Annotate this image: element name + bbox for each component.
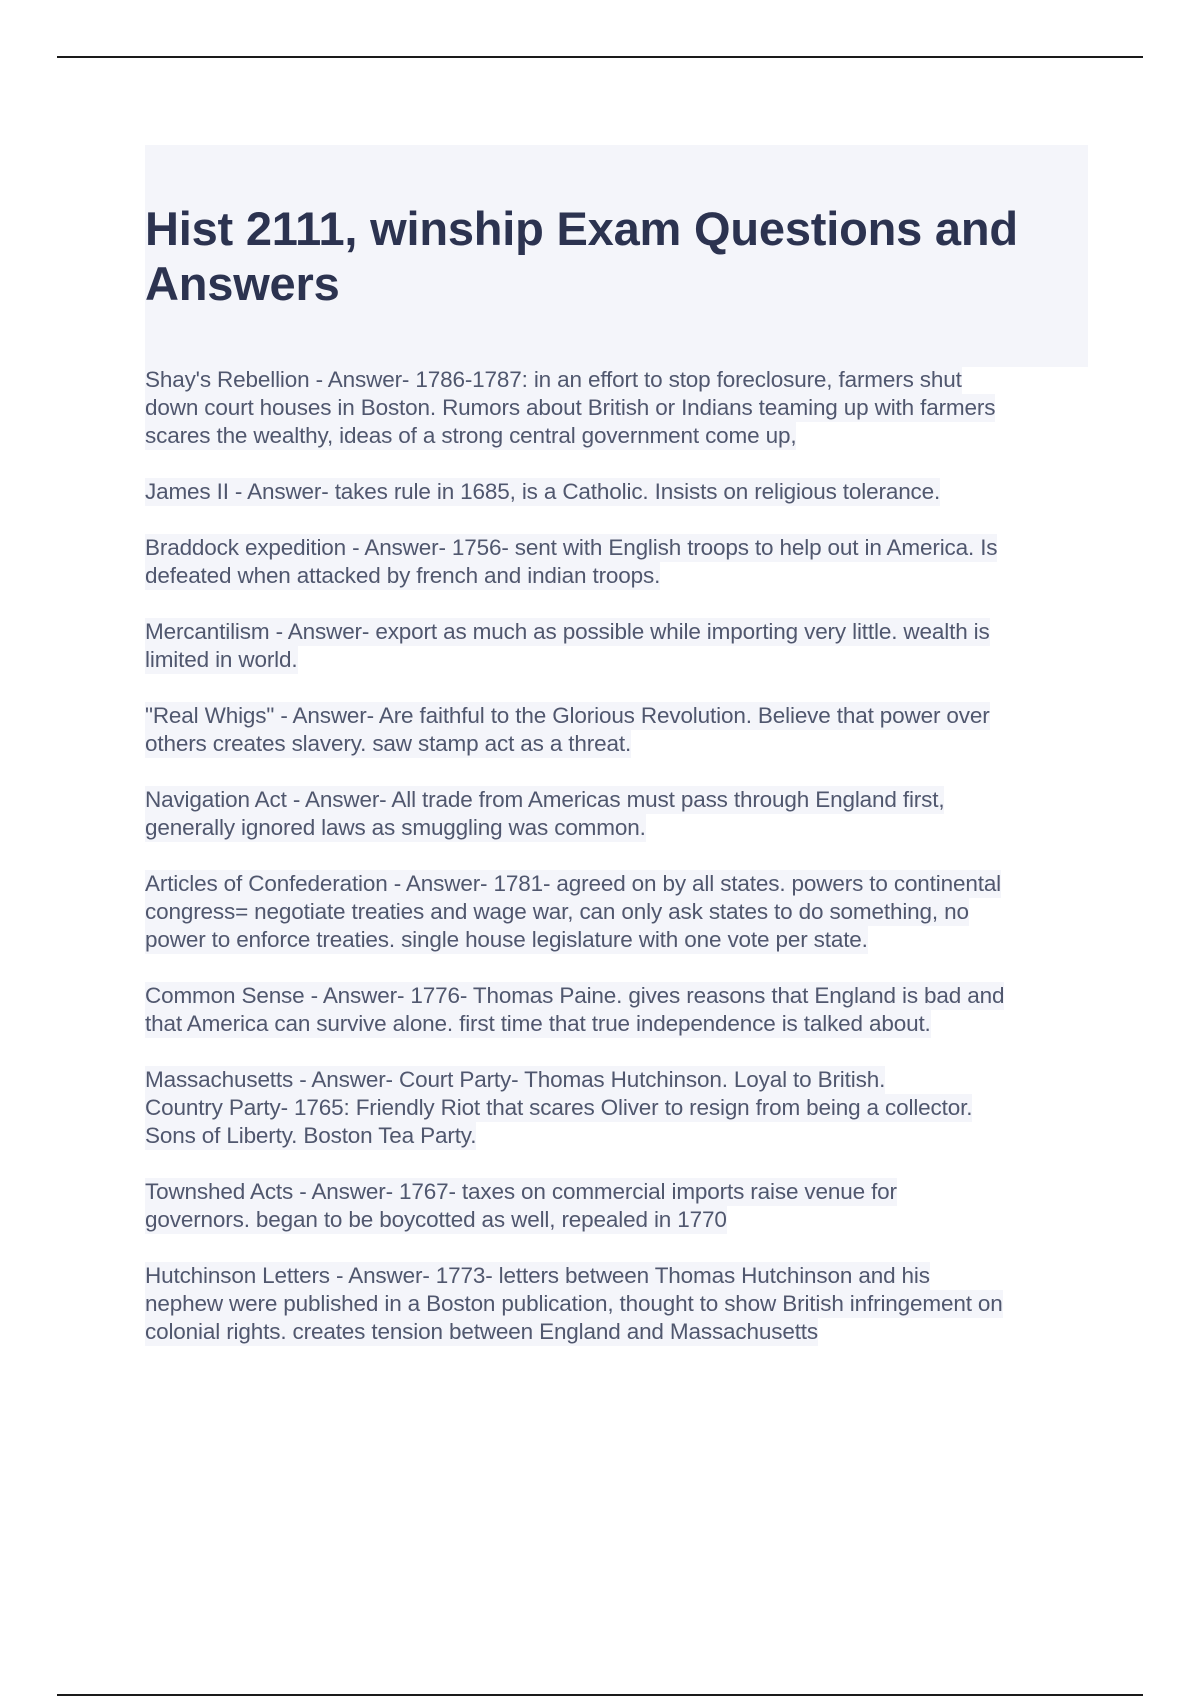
qa-entry xyxy=(145,1178,1090,1234)
qa-entry-line: nephew were published in a Boston publication, thought to show British infringement on xyxy=(145,1291,1003,1316)
top-rule xyxy=(57,56,1143,58)
qa-entry-line: generally ignored laws as smuggling was common. xyxy=(145,815,646,840)
bottom-rule xyxy=(57,1694,1143,1696)
qa-entry-line: "Real Whigs" - Answer- Are faithful to the Glorious Revolution. Believe that power over xyxy=(145,703,990,728)
qa-entry-line: colonial rights. creates tension between England and Massachusetts xyxy=(145,1319,819,1344)
qa-entry xyxy=(145,982,1090,1038)
qa-entry-line: James II - Answer- takes rule in 1685, is a Catholic. Insists on religious tolerance. xyxy=(145,479,941,504)
qa-entry-line: power to enforce treaties. single house legislature with one vote per state. xyxy=(145,927,868,952)
qa-entry-line: Hutchinson Letters - Answer- 1773- letters between Thomas Hutchinson and his xyxy=(145,1263,930,1288)
qa-entry-line: Massachusetts - Answer- Court Party- Thomas Hutchinson. Loyal to British. xyxy=(145,1067,886,1092)
document-title-line: Answers xyxy=(145,257,340,310)
qa-entry xyxy=(145,1066,1090,1150)
qa-entry-line: down court houses in Boston. Rumors about British or Indians teaming up with farmers xyxy=(145,395,996,420)
qa-entry-line: others creates slavery. saw stamp act as a threat. xyxy=(145,731,632,756)
qa-entry-line: governors. began to be boycotted as well, repealed in 1770 xyxy=(145,1207,727,1232)
qa-entry xyxy=(145,618,1090,674)
qa-entry-line: defeated when attacked by french and indian troops. xyxy=(145,563,661,588)
qa-entry-line: that America can survive alone. first time that true independence is talked about. xyxy=(145,1011,931,1036)
qa-entry-line: Navigation Act - Answer- All trade from Americas must pass through England first, xyxy=(145,787,945,812)
qa-entry-line: Articles of Confederation - Answer- 1781- agreed on by all states. powers to continental xyxy=(145,871,1002,896)
document-title xyxy=(145,201,1088,311)
qa-entry xyxy=(145,478,1090,506)
qa-entry xyxy=(145,534,1090,590)
document-title-line: Hist 2111, winship Exam Questions and xyxy=(145,202,1018,255)
qa-entry-line: Shay's Rebellion - Answer- 1786-1787: in an effort to stop foreclosure, farmers shut xyxy=(145,367,962,392)
qa-entry-line: Braddock expedition - Answer- 1756- sent with English troops to help out in America. Is xyxy=(145,535,998,560)
title-block xyxy=(145,145,1088,367)
qa-entry-line: Townshed Acts - Answer- 1767- taxes on commercial imports raise venue for xyxy=(145,1179,897,1204)
qa-entry-line: Sons of Liberty. Boston Tea Party. xyxy=(145,1123,477,1148)
qa-entry-line: limited in world. xyxy=(145,647,298,672)
qa-entry xyxy=(145,786,1090,842)
qa-entry-line: congress= negotiate treaties and wage war, can only ask states to do something, no xyxy=(145,899,969,924)
qa-entry-line: scares the wealthy, ideas of a strong central government come up, xyxy=(145,423,797,448)
qa-entry-line: Mercantilism - Answer- export as much as possible while importing very little. wealth is xyxy=(145,619,990,644)
qa-entry xyxy=(145,702,1090,758)
qa-entry-line: Country Party- 1765: Friendly Riot that scares Oliver to resign from being a collector. xyxy=(145,1095,973,1120)
qa-entry-line: Common Sense - Answer- 1776- Thomas Paine. gives reasons that England is bad and xyxy=(145,983,1005,1008)
qa-entry xyxy=(145,870,1090,954)
qa-entry-list xyxy=(145,366,1090,1374)
qa-entry xyxy=(145,1262,1090,1346)
qa-entry xyxy=(145,366,1090,450)
